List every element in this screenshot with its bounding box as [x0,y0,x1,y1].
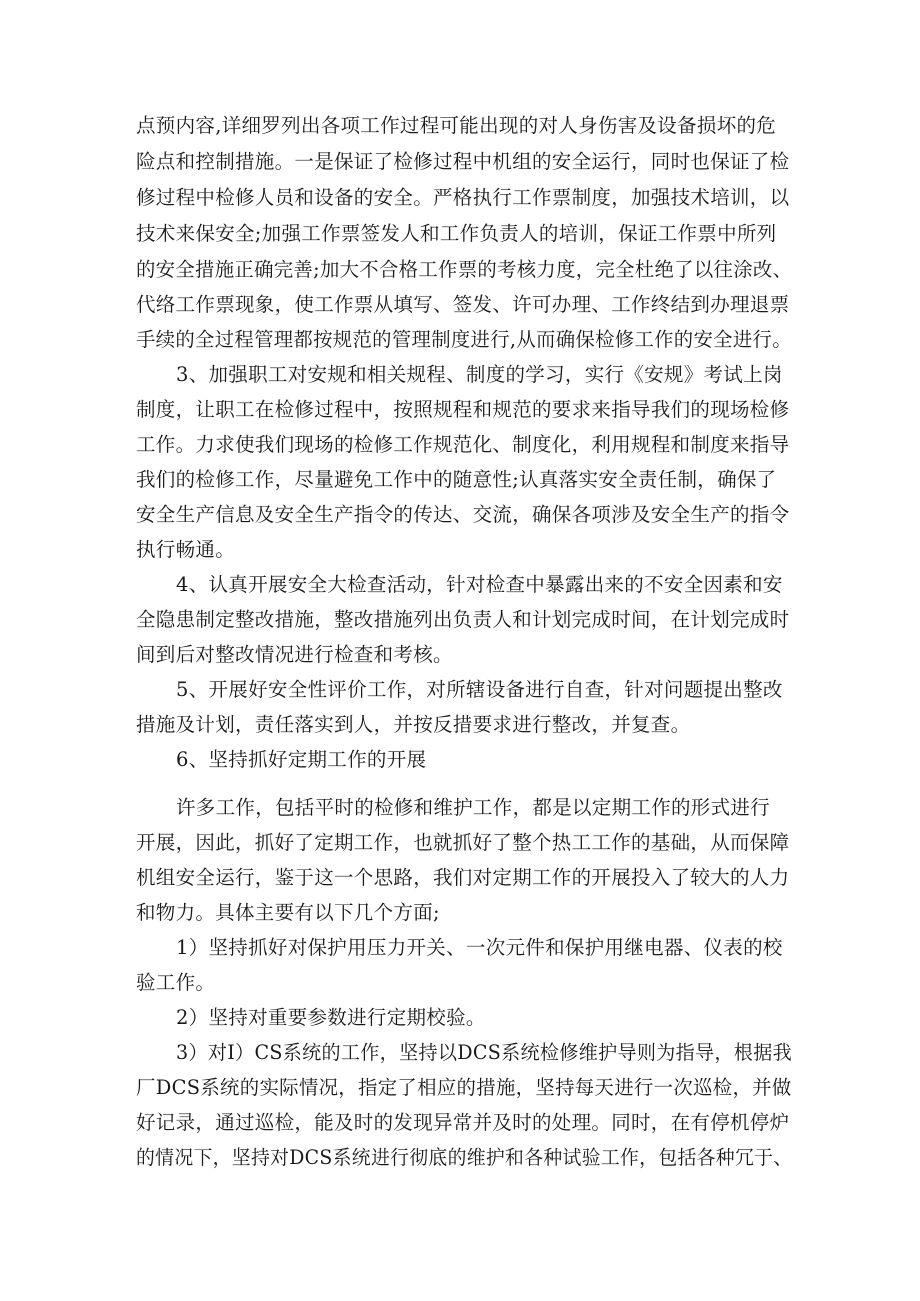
text-line: 的情况下，坚持对DCS系统进行彻底的维护和各种试验工作，包括各种冗于、 [136,1146,793,1169]
text-line: 修过程中检修人员和设备的安全。严格执行工作票制度，加强技术培训，以 [136,186,790,209]
text-line: 安全生产信息及安全生产指令的传达、交流，确保各项涉及安全生产的指令 [136,503,790,526]
text-line: 开展，因此，抓好了定期工作，也就抓好了整个热工工作的基础，从而保障 [136,831,790,854]
text-line: 机组安全运行，鉴于这一个思路，我们对定期工作的开展投入了较大的人力 [136,866,790,889]
text-line: 代络工作票现象，使工作票从填写、签发、许可办理、工作终结到办理退票 [136,293,790,316]
text-line: 3、加强职工对安规和相关规程、制度的学习，实行《安规》考试上岗 [176,363,783,386]
text-line: 厂DCS系统的实际情况，指定了相应的措施，坚持每天进行一次巡检，并做 [136,1076,792,1099]
text-line: 措施及计划，责任落实到人，并按反措要求进行整改，并复查。 [136,713,691,736]
text-line: 验工作。 [136,971,216,994]
text-line: 全隐患制定整改措施，整改措施列出负责人和计划完成时间，在计划完成时 [136,608,790,631]
text-line: 手续的全过程管理都按规范的管理制度进行,从而确保检修工作的安全进行。 [136,328,792,351]
text-line: 的安全措施正确完善;加大不合格工作票的考核力度，完全杜绝了以往涂改、 [136,258,793,281]
text-line: 我们的检修工作，尽量避免工作中的随意性;认真落实安全责任制，确保了 [136,468,777,491]
text-line: 1）坚持抓好对保护用压力开关、一次元件和保护用继电器、仪表的校 [176,936,783,959]
text-line: 好记录，通过巡检，能及时的发现异常并及时的处理。同时，在有停机停炉 [136,1111,790,1134]
text-line: 制度，让职工在检修过程中，按照规程和规范的要求来指导我们的现场检修 [136,398,790,421]
text-line: 2）坚持对重要参数进行定期校验。 [176,1006,486,1029]
section-heading: 6、坚持抓好定期工作的开展 [176,748,427,771]
text-line: 4、认真开展安全大检查活动，针对检查中暴露出来的不安全因素和安 [176,573,783,596]
text-line: 间到后对整改情况进行检查和考核。 [136,643,453,666]
text-line: 许多工作，包括平时的检修和维护工作，都是以定期工作的形式进行 [176,796,771,819]
text-line: 执行畅通。 [136,538,236,561]
text-line: 3）对I）CS系统的工作，坚持以DCS系统检修维护导则为指导，根据我 [176,1041,792,1064]
text-line: 和物力。具体主要有以下几个方面; [136,901,440,924]
text-line: 5、开展好安全性评价工作，对所辖设备进行自查，针对问题提出整改 [176,678,783,701]
text-line: 工作。力求使我们现场的检修工作规范化、制度化，利用规程和制度来指导 [136,433,790,456]
text-line: 点预内容,详细罗列出各项工作过程可能出现的对人身伤害及设备损坏的危 [136,114,777,137]
text-line: 技术来保安全;加强工作票签发人和工作负责人的培训，保证工作票中所列 [136,222,777,245]
text-line: 险点和控制措施。一是保证了检修过程中机组的安全运行，同时也保证了检 [136,150,790,173]
